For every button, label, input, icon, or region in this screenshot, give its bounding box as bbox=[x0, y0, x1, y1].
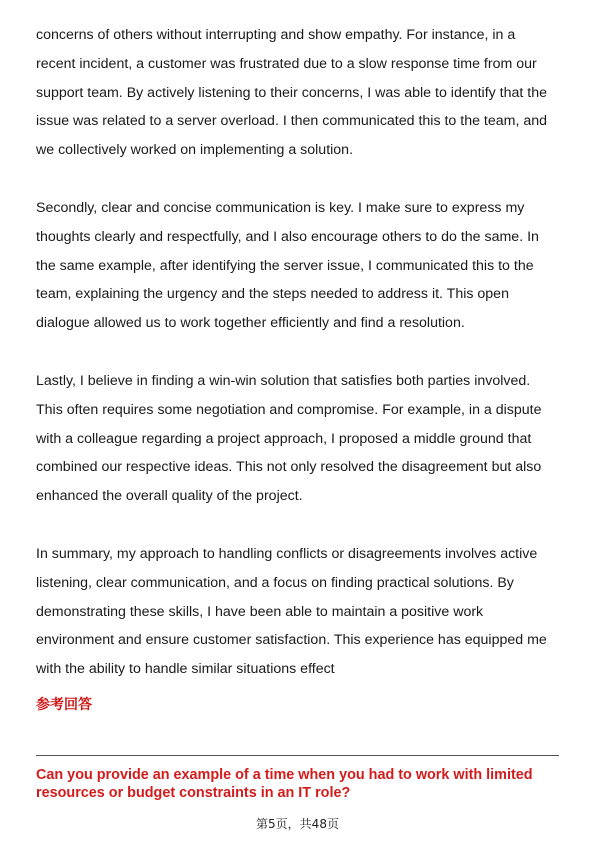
question-line: resources or budget constraints in an IT role? bbox=[36, 785, 351, 801]
paragraph-line: with the ability to handle similar situations effect bbox=[36, 661, 335, 678]
paragraph-1 bbox=[36, 21, 561, 165]
paragraph-line: support team. By actively listening to their concerns, I was able to identify that the bbox=[36, 84, 548, 101]
paragraph-line: combined our respective ideas. This not only resolved the disagreement but also bbox=[36, 459, 542, 476]
paragraph-line: environment and ensure customer satisfaction. This experience has equipped me bbox=[36, 632, 547, 649]
reference-answer-heading: 参考回答 bbox=[36, 697, 92, 713]
paragraph-line: team, explaining the urgency and the steps needed to address it. This open bbox=[36, 286, 509, 303]
paragraph-4 bbox=[36, 540, 561, 684]
paragraph-line: issue was related to a server overload. I then communicated this to the team, and bbox=[36, 113, 548, 130]
next-question bbox=[36, 766, 566, 802]
paragraph-line: recent incident, a customer was frustrated due to a slow response time from our bbox=[36, 55, 537, 72]
paragraph-line: listening, clear communication, and a focus on finding practical solutions. By bbox=[36, 574, 514, 591]
paragraph-line: the same example, after identifying the server issue, I communicated this to the bbox=[36, 257, 534, 274]
question-line: Can you provide an example of a time when you had to work with limited bbox=[36, 767, 533, 783]
section-divider bbox=[36, 755, 559, 756]
paragraph-line: with a colleague regarding a project approach, I proposed a middle ground that bbox=[36, 430, 532, 447]
paragraph-2 bbox=[36, 194, 561, 338]
paragraph-line: demonstrating these skills, I have been able to maintain a positive work bbox=[36, 603, 484, 620]
paragraph-line: we collectively worked on implementing a solution. bbox=[36, 142, 354, 159]
paragraph-3 bbox=[36, 367, 561, 511]
page-number-footer: 第5页，共48页 bbox=[256, 817, 339, 831]
paragraph-line: Secondly, clear and concise communication is key. I make sure to express my bbox=[36, 200, 525, 216]
paragraph-line: concerns of others without interrupting and show empathy. For instance, in a bbox=[36, 27, 516, 43]
paragraph-line: Lastly, I believe in finding a win-win solution that satisfies both parties involved. bbox=[36, 373, 531, 389]
paragraph-line: This often requires some negotiation and compromise. For example, in a dispute bbox=[36, 401, 542, 418]
paragraph-line: thoughts clearly and respectfully, and I also encourage others to do the same. In bbox=[36, 228, 539, 245]
paragraph-line: In summary, my approach to handling conflicts or disagreements involves active bbox=[36, 546, 538, 562]
paragraph-line: dialogue allowed us to work together efficiently and find a resolution. bbox=[36, 315, 465, 332]
paragraph-line: enhanced the overall quality of the project. bbox=[36, 488, 303, 505]
